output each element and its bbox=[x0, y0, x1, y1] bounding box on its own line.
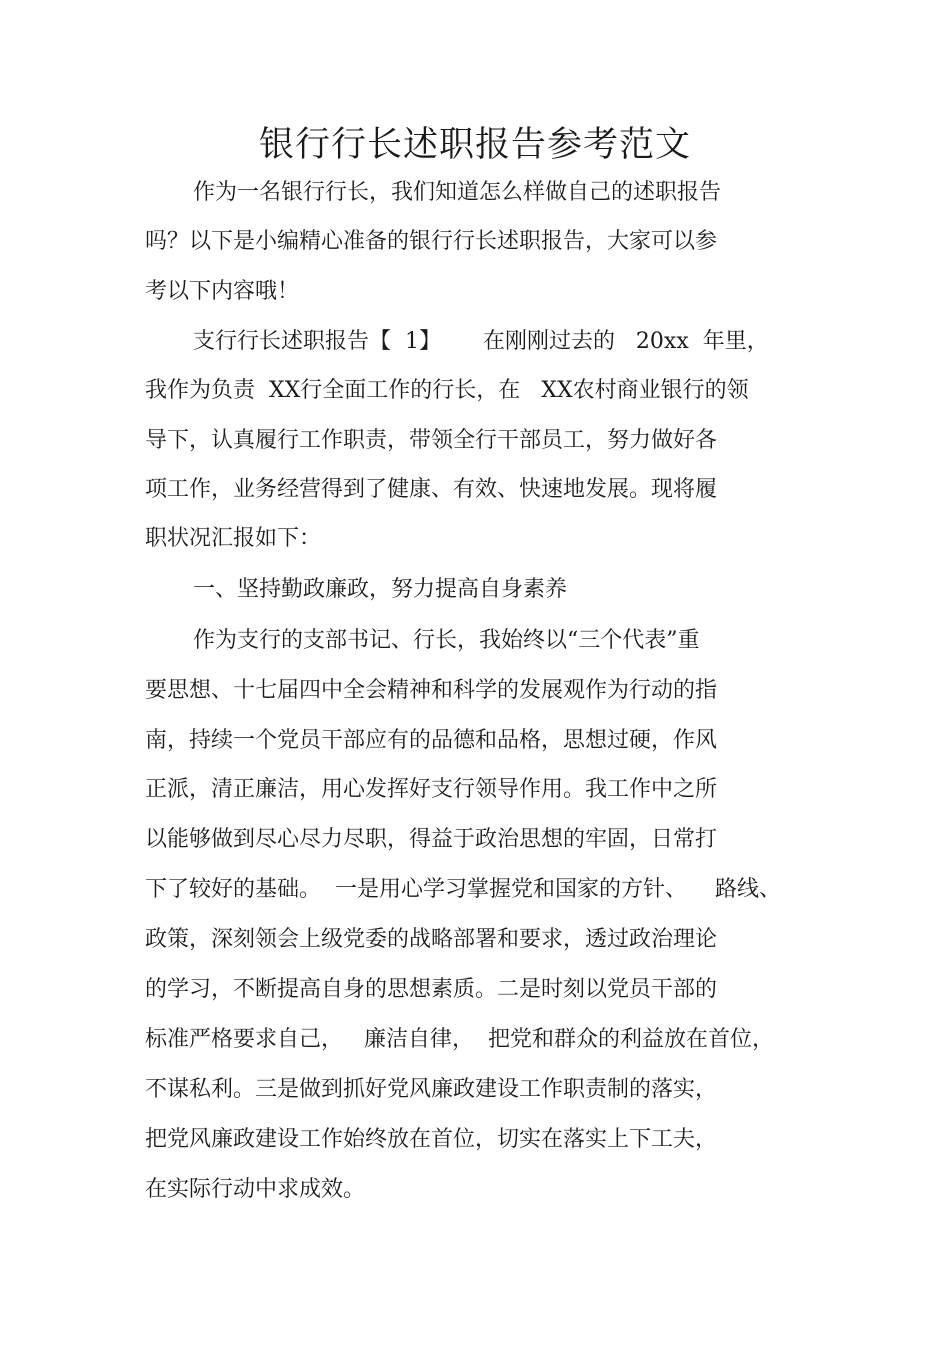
paragraph-line: 吗？以下是小编精心准备的银行行长述职报告，大家可以参 bbox=[145, 229, 718, 254]
paragraph-line: 政策，深刻领会上级党委的战略部署和要求，透过政治理论 bbox=[145, 927, 718, 952]
paragraph-line: 作为一名银行行长，我们知道怎么样做自己的述职报告 bbox=[193, 180, 722, 205]
document-title: 银行行长述职报告参考范文 bbox=[258, 125, 691, 165]
paragraph-line: 要思想、十七届四中全会精神和科学的发展观作为行动的指 bbox=[145, 678, 718, 703]
paragraph-line: 项工作，业务经营得到了健康、有效、快速地发展。现将履 bbox=[145, 477, 718, 502]
paragraph-line: 下了较好的基础。 一是用心学习掌握党和国家的方针、 路线、 bbox=[145, 877, 781, 902]
paragraph-line: 标准严格要求自己， 廉洁自律， 把党和群众的利益放在首位， bbox=[145, 1027, 774, 1052]
paragraph-line: 把党风廉政建设工作始终放在首位，切实在落实上下工夫， bbox=[145, 1127, 718, 1152]
section-heading: 一、坚持勤政廉政，努力提高自身素养 bbox=[193, 577, 568, 602]
paragraph-line: 考以下内容哦！ bbox=[145, 279, 300, 304]
paragraph-line: 我作为负责 XX行全面工作的行长，在 XX农村商业银行的领 bbox=[145, 378, 749, 403]
paragraph-line: 不谋私利。三是做到抓好党风廉政建设工作职责制的落实， bbox=[145, 1077, 718, 1102]
paragraph-line: 以能够做到尽心尽力尽职，得益于政治思想的牢固，日常打 bbox=[145, 827, 718, 852]
paragraph-line: 在实际行动中求成效。 bbox=[145, 1177, 366, 1202]
paragraph-line: 支行行长述职报告【 1】 在刚刚过去的 20xx 年里， bbox=[193, 329, 769, 354]
paragraph-line: 的学习，不断提高自身的思想素质。二是时刻以党员干部的 bbox=[145, 977, 718, 1002]
paragraph-line: 导下，认真履行工作职责，带领全行干部员工，努力做好各 bbox=[145, 428, 718, 453]
paragraph-line: 作为支行的支部书记、行长，我始终以“三个代表”重 bbox=[193, 628, 700, 653]
paragraph-line: 南，持续一个党员干部应有的品德和品格，思想过硬，作风 bbox=[145, 728, 718, 753]
paragraph-line: 正派，清正廉洁，用心发挥好支行领导作用。我工作中之所 bbox=[145, 777, 718, 802]
paragraph-line: 职状况汇报如下： bbox=[145, 526, 322, 551]
